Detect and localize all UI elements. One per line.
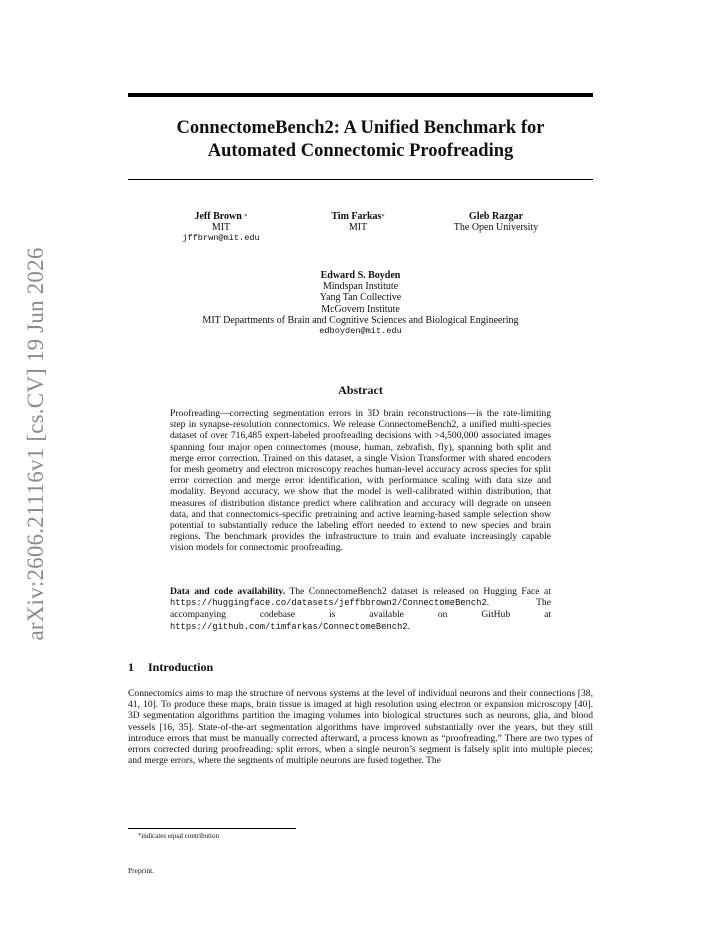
author-name: Jeff Brown xyxy=(194,211,242,222)
availability-text: . xyxy=(407,620,410,632)
data-availability xyxy=(170,586,551,633)
abstract-heading: Abstract xyxy=(338,383,383,397)
author-affiliation: Mindspan Institute xyxy=(322,281,399,293)
equal-contribution-mark: * xyxy=(381,213,385,220)
title-top-rule xyxy=(128,93,593,97)
footnote xyxy=(138,832,219,840)
author-affiliation: MIT Departments of Brain and Cognitive Sciences and Biological Engineering xyxy=(202,314,519,326)
footnote-rule xyxy=(128,828,296,829)
section-title: Introduction xyxy=(148,660,214,674)
github-link[interactable]: https://github.com/timfarkas/ConnectomeBench2 xyxy=(170,621,408,632)
author-email[interactable]: jffbrwn@mit.edu xyxy=(182,233,260,243)
footnote-text: indicates equal contribution xyxy=(141,832,220,840)
preprint-label: Preprint. xyxy=(128,866,155,875)
arxiv-side-stamp: arXiv:2606.21116v1 [cs.CV] 19 Jun 2026 xyxy=(23,247,48,641)
footnote-mark: * xyxy=(138,832,142,839)
author-name: Gleb Razgar xyxy=(468,211,524,222)
author-affiliation: McGovern Institute xyxy=(321,303,400,315)
author-affiliation: The Open University xyxy=(453,222,539,233)
section-heading-introduction xyxy=(128,660,593,675)
paper-title xyxy=(128,117,593,163)
availability-text: . The accompanying codebase is available on GitHub at xyxy=(170,597,551,621)
title-line-1: ConnectomeBench2: A Unified Benchmark for xyxy=(176,118,545,138)
authors-row xyxy=(128,211,593,251)
author-name: Tim Farkas xyxy=(331,211,382,222)
author-email[interactable]: edboyden@mit.edu xyxy=(319,326,402,337)
author-name: Edward S. Boyden xyxy=(320,270,401,281)
huggingface-link[interactable]: https://huggingface.co/datasets/jeffbbrown2/ConnectomeBench2 xyxy=(170,598,487,609)
author-affiliation: MIT xyxy=(211,222,231,233)
author-tim-farkas xyxy=(283,211,433,233)
section-number: 1 xyxy=(128,660,134,674)
author-jeff-brown xyxy=(146,211,296,244)
author-edward-boyden xyxy=(128,270,593,337)
author-gleb-razgar xyxy=(421,211,571,233)
title-line-2: Automated Connectomic Proofreading xyxy=(207,141,514,161)
availability-lead: Data and code availability. xyxy=(170,586,286,597)
equal-contribution-mark: * xyxy=(244,213,248,220)
abstract-body: Proofreading—correcting segmentation errors in 3D brain reconstructions—is the rate-limiting step in synapse-resolution connectomics. We release ConnectomeBench2, a unified multi-species dataset of over 716,485 expert-labeled proofreading decisions with >4,500,000 associated images spanning four major open connectomes (mouse, human, zebrafish, fly), spanning both split and merge error correction. Trained on this dataset, a single Vision Transformer with shared encoders for mesh geometry and electron microscopy reaches human-level accuracy across species for split error correction and merge error identification, with performance scaling with data size and modality. Beyond accuracy, we show that the model is well-calibrated within distribution, that measures of distribution distance predict where calibration and accuracy will degrade on unseen data, and that connectomics-specific pretraining and active learning-based sample selection show potential to substantially reduce the labeling effort needed to extend to new species and brain regions. The benchmark provides the infrastructure to train and evaluate increasingly capable vision models for connectomic proofreading. xyxy=(170,408,551,554)
introduction-body: Connectomics aims to map the structure of nervous systems at the level of individual neurons and their connections [38, 41, 10]. To produce these maps, brain tissue is imaged at high resolution using electron or expansion microscopy [40]. 3D segmentation algorithms partition the imaging volumes into biological structures such as neurons, glia, and blood vessels [16, 35]. State-of-the-art segmentation algorithms have improved substantially over the years, but they still introduce errors that must be manually corrected afterward, a process known as “proofreading.” There are two types of errors corrected during proofreading: split errors, when a single neuron’s segment is falsely split into multiple pieces; and merge errors, where the segments of multiple neurons are fused together. The xyxy=(128,688,593,767)
title-bottom-rule xyxy=(128,179,593,180)
availability-text: The ConnectomeBench2 dataset is released on Hugging Face at xyxy=(285,586,551,597)
author-affiliation: Yang Tan Collective xyxy=(319,292,402,304)
author-affiliation: MIT xyxy=(348,222,368,233)
